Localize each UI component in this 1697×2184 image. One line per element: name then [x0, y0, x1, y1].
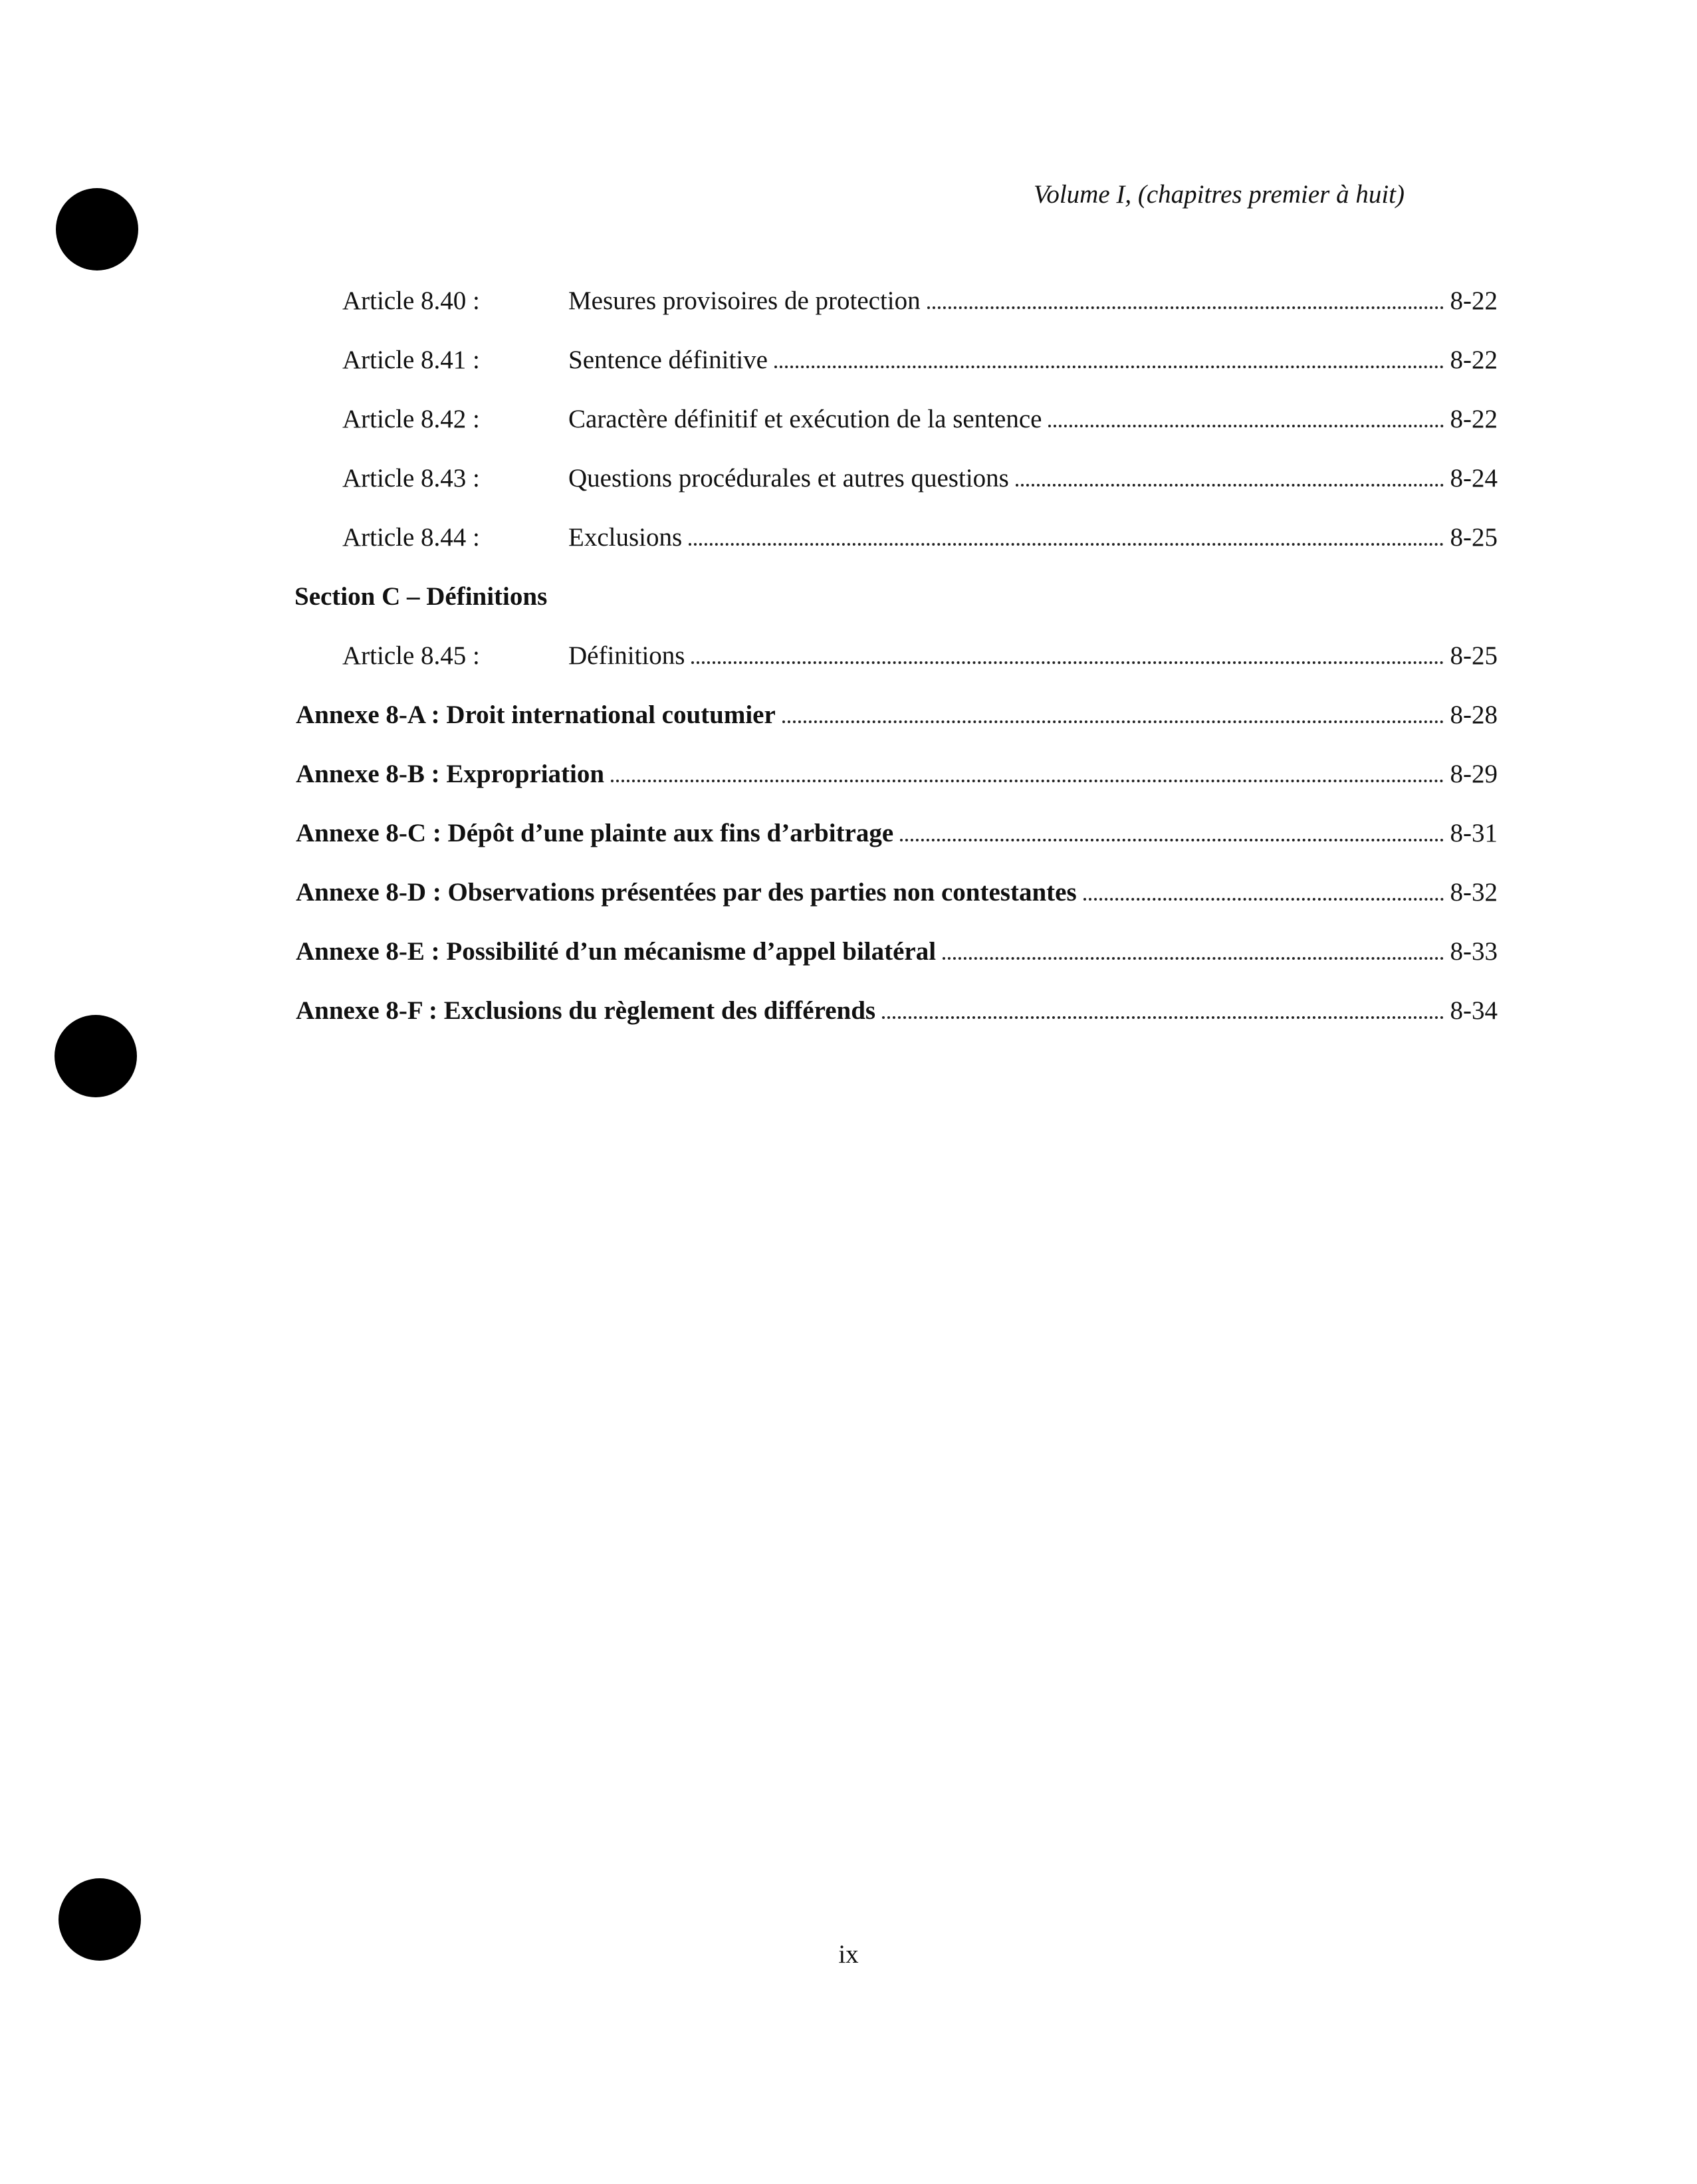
toc-row-annex-8-d[interactable]	[296, 876, 1498, 909]
annex-title: Annexe 8-B : Expropriation	[296, 760, 605, 788]
article-title: Sentence définitive	[568, 346, 768, 374]
toc-row-article-8-43[interactable]	[342, 462, 1498, 495]
page-reference: 8-25	[1450, 641, 1498, 670]
annex-title: Annexe 8-D : Observations présentées par des parties non contestantes	[296, 878, 1077, 907]
punch-hole	[55, 1015, 137, 1097]
dot-leader	[882, 1016, 1443, 1019]
page-number: ix	[838, 1940, 859, 1969]
toc-row-article-8-44[interactable]	[342, 521, 1498, 554]
section-heading[interactable]: Section C – Définitions	[294, 582, 548, 611]
dot-leader	[611, 780, 1443, 782]
dot-leader	[782, 720, 1444, 723]
toc-row-annex-8-f[interactable]	[296, 994, 1498, 1028]
article-number: Article 8.42 :	[342, 405, 480, 433]
page-reference: 8-28	[1450, 701, 1498, 729]
annex-title: Annexe 8-C : Dépôt d’une plainte aux fins d’arbitrage	[296, 819, 894, 847]
toc-row-article-8-45[interactable]	[342, 639, 1498, 673]
article-title: Questions procédurales et autres questions	[568, 464, 1009, 492]
page-reference: 8-22	[1450, 405, 1498, 433]
running-header: Volume I, (chapitres premier à huit)	[1033, 180, 1405, 209]
page-reference: 8-31	[1450, 819, 1498, 847]
annex-title: Annexe 8-E : Possibilité d’un mécanisme d’appel bilatéral	[296, 937, 937, 966]
toc-row-annex-8-a[interactable]	[296, 699, 1498, 732]
dot-leader	[927, 306, 1444, 309]
toc-row-annex-8-e[interactable]	[296, 935, 1498, 968]
annex-title: Annexe 8-A : Droit international coutumier	[296, 701, 776, 729]
dot-leader	[943, 957, 1443, 960]
page-reference: 8-29	[1450, 760, 1498, 788]
page-reference: 8-25	[1450, 523, 1498, 552]
article-title: Caractère définitif et exécution de la sentence	[568, 405, 1042, 433]
article-title: Mesures provisoires de protection	[568, 286, 921, 315]
article-title: Définitions	[568, 641, 685, 670]
punch-hole	[56, 188, 138, 271]
article-number: Article 8.44 :	[342, 523, 480, 552]
dot-leader	[774, 366, 1444, 368]
page-reference: 8-22	[1450, 286, 1498, 315]
page-reference: 8-33	[1450, 937, 1498, 966]
article-title: Exclusions	[568, 523, 683, 552]
dot-leader	[1048, 425, 1443, 427]
toc-row-article-8-42[interactable]	[342, 403, 1498, 436]
page-reference: 8-32	[1450, 878, 1498, 907]
dot-leader	[689, 543, 1443, 546]
annex-title: Annexe 8-F : Exclusions du règlement des différends	[296, 996, 876, 1025]
page-reference: 8-34	[1450, 996, 1498, 1025]
dot-leader	[1016, 484, 1444, 487]
toc-row-article-8-41[interactable]	[342, 344, 1498, 377]
toc-row-article-8-40[interactable]	[342, 284, 1498, 318]
dot-leader	[900, 839, 1443, 841]
toc-row-annex-8-b[interactable]	[296, 758, 1498, 791]
dot-leader	[1083, 898, 1444, 901]
page-reference: 8-24	[1450, 464, 1498, 492]
article-number: Article 8.43 :	[342, 464, 480, 492]
article-number: Article 8.45 :	[342, 641, 480, 670]
page-reference: 8-22	[1450, 346, 1498, 374]
article-number: Article 8.41 :	[342, 346, 480, 374]
article-number: Article 8.40 :	[342, 286, 480, 315]
toc-row-annex-8-c[interactable]	[296, 817, 1498, 850]
dot-leader	[691, 661, 1443, 664]
